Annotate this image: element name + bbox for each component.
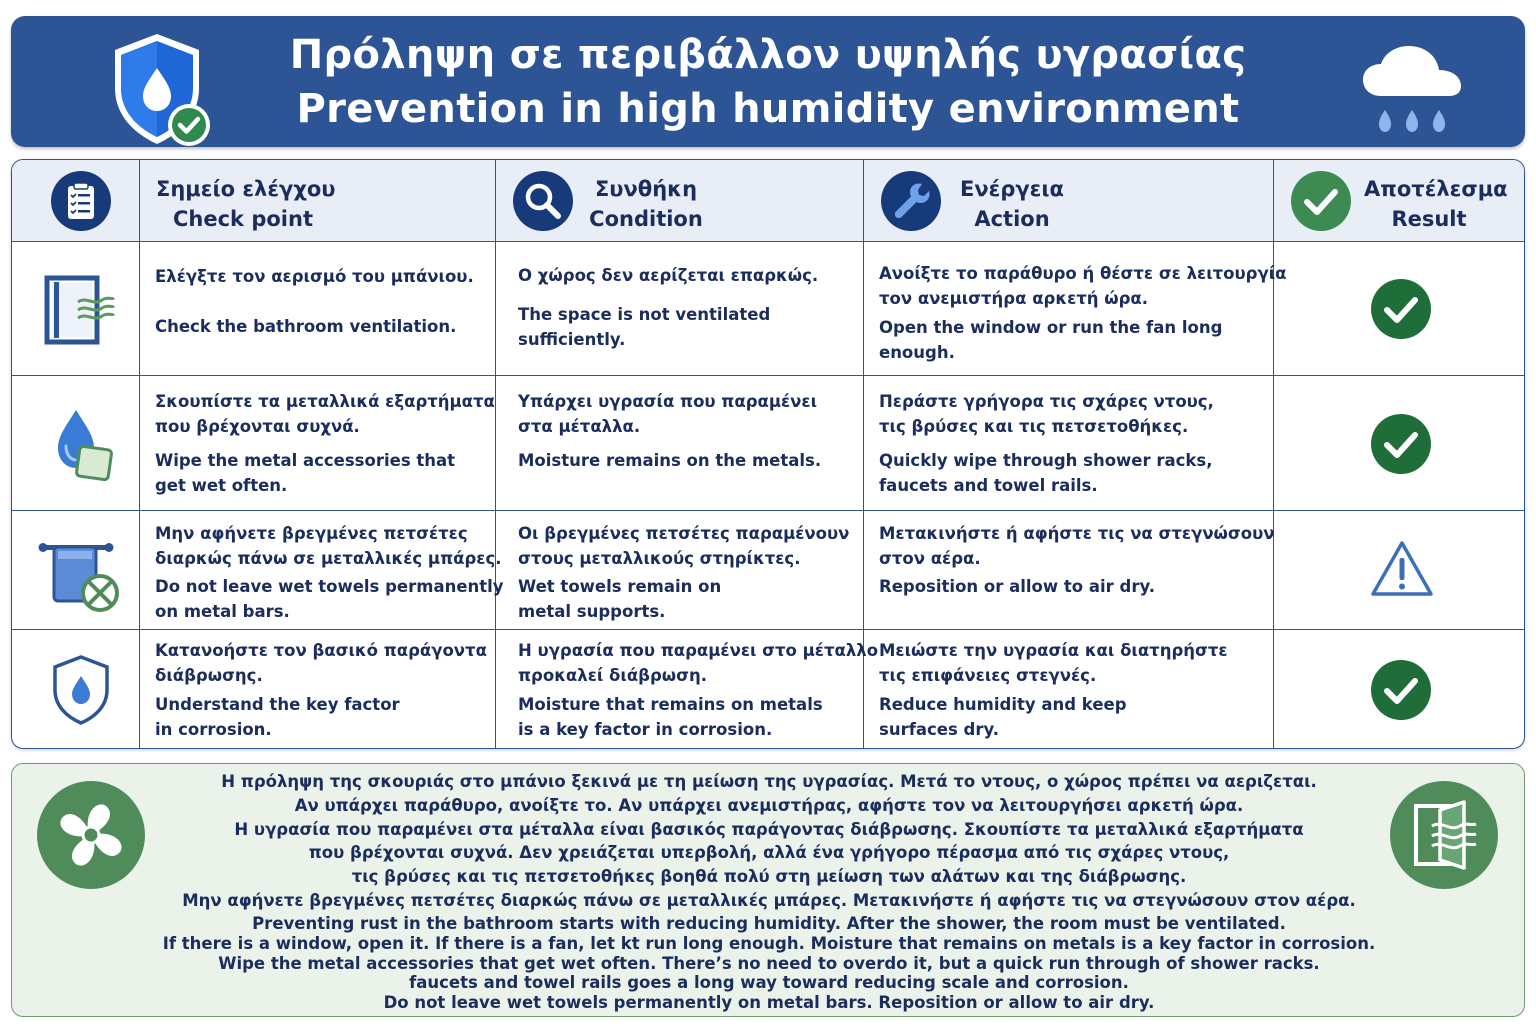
row3-condition-text <box>518 521 849 624</box>
footer-greek-line: που βρέχονται συχνά. Δεν χρειάζεται υπερβολή, αλλά ένα γρήγορο πέρασμα από τις σχάρες ντους, <box>308 843 1230 863</box>
row3-action <box>864 511 1274 629</box>
row1-action-text <box>879 261 1286 365</box>
row4-condition-gr-2: προκαλεί διάβρωση. <box>518 666 707 685</box>
row3-action-en-1: Reposition or allow to air dry. <box>879 577 1155 596</box>
check-circle-icon <box>1290 170 1352 232</box>
title-english: Prevention in high humidity environment <box>296 85 1240 132</box>
header-condition-en: Condition <box>589 207 703 231</box>
row3-condition-gr-1: Οι βρεγμένες πετσέτες παραμένουν <box>518 524 850 543</box>
row1-condition <box>496 242 864 375</box>
row2-action-text <box>879 389 1214 498</box>
row4-check-point <box>140 630 496 749</box>
prevention-table <box>11 159 1525 749</box>
footer-english-line: faucets and towel rails goes a long way toward reducing scale and corrosion. <box>409 973 1129 993</box>
clipboard-checklist-icon <box>50 170 112 232</box>
fan-icon <box>36 780 146 890</box>
row4-action-text <box>879 638 1228 742</box>
water-drop-cloth-icon <box>48 404 114 484</box>
row4-condition-text <box>518 638 878 742</box>
row2-check-en-2: get wet often. <box>155 476 288 495</box>
row4-check-gr-2: διάβρωσης. <box>155 666 263 685</box>
row2-action <box>864 376 1274 510</box>
table-row <box>12 376 1525 511</box>
header-condition-label <box>586 174 706 234</box>
footer-english-line: If there is a window, open it. If there is a fan, let kt run long enough. Moisture that remains on metals is a key factor in corrosion. <box>162 933 1376 953</box>
row1-check-text <box>155 264 474 339</box>
row2-condition-text <box>518 389 821 473</box>
row4-action-en-2: surfaces dry. <box>879 720 1000 739</box>
row2-check-text <box>155 389 495 498</box>
footer-english-line: Preventing rust in the bathroom starts with reducing humidity. After the shower, the room must be ventilated. <box>252 914 1286 933</box>
header-banner <box>11 16 1525 147</box>
row3-action-gr-2: στον αέρα. <box>879 549 981 568</box>
row4-condition-gr-1: Η υγρασία που παραμένει στο μέταλλο <box>518 641 879 660</box>
row1-condition-gr-1: Ο χώρος δεν αερίζεται επαρκώς. <box>518 266 819 285</box>
check-circle-icon <box>1370 278 1432 340</box>
row3-action-gr-1: Μετακινήστε ή αφήστε τις να στεγνώσουν <box>879 524 1275 543</box>
row2-check-gr-1: Σκουπίστε τα μεταλλικά εξαρτήματα <box>155 392 495 411</box>
row2-condition <box>496 376 864 510</box>
table-row <box>12 242 1525 376</box>
row-icon-cell <box>12 242 140 375</box>
header-check-point <box>140 160 496 242</box>
row3-action-text <box>879 521 1274 599</box>
row3-check-en-2: on metal bars. <box>155 602 290 621</box>
summary-footer <box>11 763 1525 1017</box>
row4-action-gr-1: Μειώστε την υγρασία και διατηρήστε <box>879 641 1228 660</box>
header-action <box>864 160 1274 242</box>
footer-greek-line: τις βρύσες και τις πετσετοθήκες βοηθά πολύ στη μείωση των αλάτων και της διάβρωσης. <box>351 867 1187 887</box>
header-icon-cell <box>12 160 140 242</box>
row4-action <box>864 630 1274 749</box>
check-circle-icon <box>1370 659 1432 721</box>
row-icon-cell <box>12 511 140 629</box>
row2-action-gr-2: τις βρύσες και τις πετσετοθήκες. <box>879 417 1189 436</box>
row2-action-gr-1: Περάστε γρήγορα τις σχάρες ντους, <box>879 392 1214 411</box>
towel-bar-prohibited-icon <box>38 537 122 613</box>
header-check-point-label <box>156 174 336 234</box>
magnifier-icon <box>512 170 574 232</box>
header-condition-gr: Συνθήκη <box>594 177 698 201</box>
row1-action-en-2: enough. <box>879 343 955 362</box>
header-condition <box>496 160 864 242</box>
header-result <box>1274 160 1525 242</box>
row1-condition-text <box>518 263 818 352</box>
header-action-en: Action <box>974 207 1050 231</box>
row1-action-gr-2: τον ανεμιστήρα αρκετή ώρα. <box>879 289 1149 308</box>
row1-action-gr-1: Ανοίξτε το παράθυρο ή θέστε σε λειτουργία <box>879 264 1287 283</box>
row1-condition-en-2: sufficiently. <box>518 330 626 349</box>
shield-water-drop-check-icon <box>99 28 215 150</box>
row1-action <box>864 242 1287 375</box>
header-action-gr: Ενέργεια <box>960 177 1064 201</box>
footer-english-line: Wipe the metal accessories that get wet often. There’s no need to overdo it, but a quick run through of shower racks. <box>218 953 1320 973</box>
rain-cloud-icon <box>1359 42 1471 146</box>
check-circle-icon <box>1370 413 1432 475</box>
row2-condition-en-1: Moisture remains on the metals. <box>518 451 822 470</box>
row3-check-point <box>140 511 504 629</box>
row1-check-en-1: Check the bathroom ventilation. <box>155 317 457 336</box>
row4-check-en-1: Understand the key factor <box>155 695 400 714</box>
header-check-point-gr: Σημείο ελέγχου <box>156 177 336 201</box>
warning-triangle-icon <box>1370 539 1434 599</box>
row2-condition-gr-1: Υπάρχει υγρασία που παραμένει <box>518 392 818 411</box>
row4-condition <box>496 630 879 749</box>
footer-greek-line: Αν υπάρχει παράθυρο, ανοίξτε το. Αν υπάρχει ανεμιστήρας, αφήστε τον να λειτουργήσει αρκετή ώρα. <box>294 795 1244 815</box>
row3-condition-en-1: Wet towels remain on <box>518 577 722 596</box>
row2-check-en-1: Wipe the metal accessories that <box>155 451 456 470</box>
table-row <box>12 630 1525 749</box>
row1-check-point <box>140 242 496 375</box>
row2-check-gr-2: που βρέχονται συχνά. <box>155 417 360 436</box>
row4-check-en-2: in corrosion. <box>155 720 272 739</box>
footer-greek-line: Η υγρασία που παραμένει στα μέταλλα είναι βασικός παράγοντας διάβρωσης. Σκουπίστε τα μεταλλικά εξαρτήματα <box>234 819 1304 839</box>
row4-condition-en-2: is a key factor in corrosion. <box>518 720 773 739</box>
row1-result <box>1274 242 1525 375</box>
row2-action-en-2: faucets and towel rails. <box>879 476 1098 495</box>
row2-action-en-1: Quickly wipe through shower racks, <box>879 451 1213 470</box>
header-check-point-en: Check point <box>173 207 313 231</box>
row3-result <box>1274 511 1525 629</box>
header-result-en: Result <box>1391 207 1467 231</box>
table-row <box>12 511 1525 630</box>
row3-condition-gr-2: στους μεταλλικούς στηρίκτες. <box>518 549 801 568</box>
row-icon-cell <box>12 630 140 749</box>
row3-check-en-1: Do not leave wet towels permanently <box>155 577 504 596</box>
row1-action-en-1: Open the window or run the fan long <box>879 318 1223 337</box>
header-result-label <box>1364 174 1508 234</box>
row2-condition-gr-2: στα μέταλλα. <box>518 417 641 436</box>
footer-english-paragraph <box>132 914 1406 1013</box>
row4-action-en-1: Reduce humidity and keep <box>879 695 1127 714</box>
row1-check-gr-1: Ελέγξτε τον αερισμό του μπάνιου. <box>155 267 474 286</box>
shield-water-drop-icon <box>50 654 112 726</box>
header-titles <box>211 16 1325 147</box>
ventilated-window-icon <box>42 274 118 346</box>
row2-result <box>1274 376 1525 510</box>
footer-greek-paragraph <box>132 770 1406 913</box>
row4-check-gr-1: Κατανοήστε τον βασικό παράγοντα <box>155 641 487 660</box>
footer-greek-line: Η πρόληψη της σκουριάς στο μπάνιο ξεκινά με τη μείωση της υγρασίας. Μετά το ντους, ο χώρος πρέπει να αεριζεται. <box>221 772 1317 791</box>
row3-check-gr-1: Μην αφήνετε βρεγμένες πετσέτες <box>155 524 468 543</box>
open-window-airflow-icon <box>1388 780 1500 890</box>
row-icon-cell <box>12 376 140 510</box>
row1-condition-en-1: The space is not ventilated <box>518 305 771 324</box>
row3-check-text <box>155 521 504 624</box>
footer-greek-line: Μην αφήνετε βρεγμένες πετσέτες διαρκώς πάνω σε μεταλλικές μπάρες. Μετακινήστε ή αφήστε τις να στεγνώσουν στον αέρα. <box>182 890 1356 910</box>
wrench-icon <box>880 170 942 232</box>
row4-condition-en-1: Moisture that remains on metals <box>518 695 823 714</box>
header-result-gr: Αποτέλεσμα <box>1364 177 1508 201</box>
row4-action-gr-2: τις επιφάνειες στεγνές. <box>879 666 1097 685</box>
row3-check-gr-2: διαρκώς πάνω σε μεταλλικές μπάρες. <box>155 549 502 568</box>
row4-check-text <box>155 638 487 742</box>
title-greek: Πρόληψη σε περιβάλλον υψηλής υγρασίας <box>289 31 1247 78</box>
row3-condition <box>496 511 864 629</box>
row4-result <box>1274 630 1525 749</box>
header-action-label <box>956 174 1068 234</box>
footer-english-line: Do not leave wet towels permanently on metal bars. Reposition or allow to air dry. <box>383 993 1155 1013</box>
row3-condition-en-2: metal supports. <box>518 602 666 621</box>
row2-check-point <box>140 376 496 510</box>
